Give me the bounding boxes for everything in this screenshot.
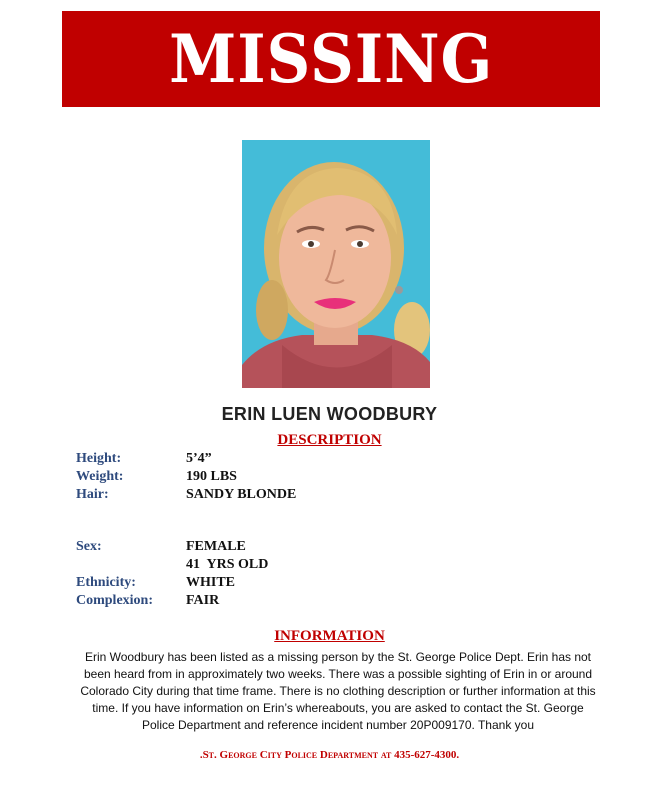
ethnicity-row [76, 574, 576, 592]
hair-label: Hair: [76, 487, 109, 502]
portrait-image [242, 140, 430, 388]
weight-value: 190 LBS [186, 469, 237, 484]
hair-value: SANDY BLONDE [186, 487, 297, 502]
height-label: Height: [76, 451, 122, 466]
hair-row [76, 486, 576, 504]
complexion-label: Complexion: [76, 593, 153, 608]
age-row [76, 556, 576, 574]
sex-row [76, 538, 576, 556]
ethnicity-value: WHITE [186, 575, 236, 590]
sex-value: FEMALE [186, 539, 246, 554]
complexion-value: FAIR [186, 593, 220, 608]
ethnicity-label: Ethnicity: [76, 575, 136, 590]
height-row [76, 450, 576, 468]
age-value: 41 YRS OLD [186, 557, 269, 572]
weight-row [76, 468, 576, 486]
description-heading: DESCRIPTION [277, 432, 382, 448]
height-value: 5’4” [186, 451, 212, 466]
weight-label: Weight: [76, 469, 124, 484]
banner-title: MISSING [168, 20, 494, 98]
contact-line: .St. George City Police Department at 435-627-4300. [199, 749, 460, 761]
missing-banner [62, 11, 600, 107]
person-name: ERIN LUEN WOODBURY [221, 404, 438, 424]
person-photo [242, 140, 430, 388]
information-heading: INFORMATION [274, 628, 385, 644]
complexion-row [76, 592, 576, 610]
information-body: Erin Woodbury has been listed as a missing person by the St. George Police Dept. Erin has not been heard from in approximately two weeks. There was a possible sighting of Erin in or around Colorado City during that time frame. There is no clothing description or further information at this time. If you have information on Erin’s whereabouts, you are asked to contact the St. George Police Department and reference incident number 20P009170. Thank you [80, 650, 596, 732]
sex-label: Sex: [76, 539, 102, 554]
